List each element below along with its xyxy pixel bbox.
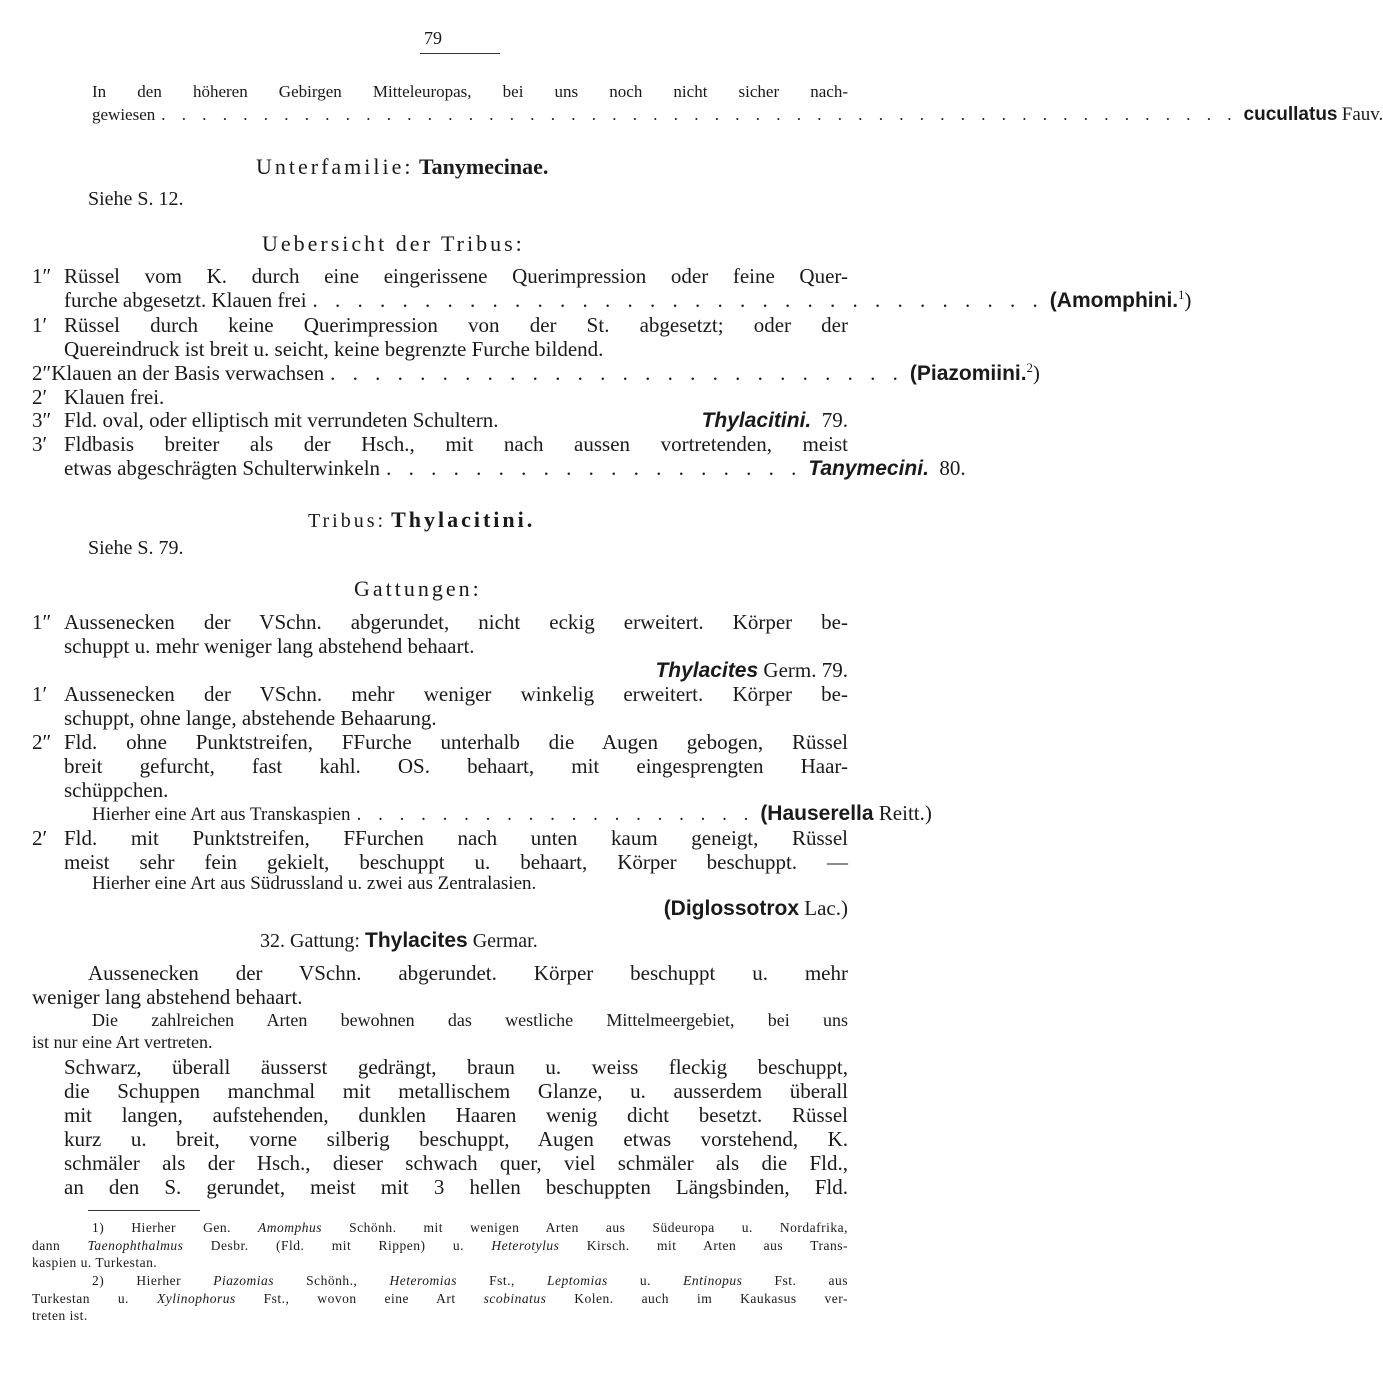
genus-key-1a-cont: schuppt u. mehr weniger lang abstehend behaart. <box>64 634 475 658</box>
subfamily-see: Siehe S. 12. <box>88 188 184 210</box>
genus-key-2b-note: Hierher eine Art aus Südrussland u. zwei aus Zentralasien. <box>92 873 537 894</box>
tribe-key-1a: 1″ Rüssel vom K. durch eine eingerissene Querimpression oder feine Quer- <box>32 264 848 288</box>
tribe-name: Thylacitini. <box>391 507 536 532</box>
genus-name-diglossotrox: (Diglossotrox <box>663 897 800 920</box>
footnote-1-line-2: dann Taenophthalmus Desbr. (Fld. mit Rippen) u. Heterotylus Kirsch. mit Arten aus Trans- <box>32 1238 849 1253</box>
genus-desc-1: Aussenecken der VSchn. abgerundet. Körper beschuppt u. mehr <box>88 961 848 985</box>
tribe-see: Siehe S. 79. <box>88 537 184 559</box>
genus-note-1: Die zahlreichen Arten bewohnen das westliche Mittelmeergebiet, bei uns <box>92 1010 848 1030</box>
tribe-key-2b: 2′ Klauen frei. <box>32 385 165 409</box>
tribe-key-1a-cont: furche abgesetzt. Klauen frei . . . . . . . . . . . . . . . . . . . . . . . . . . . . . . . . . (Amomphini.$^1$) <box>64 288 1192 312</box>
genus-key-2a-cont: breit gefurcht, fast kahl. OS. behaart, mit eingesprengten Haar- <box>64 754 848 778</box>
genus-heading: 32. Gattung: Thylacites Germar. <box>260 929 538 952</box>
tribe-key-3a: 3″ Fld. oval, oder elliptisch mit verrundeten Schultern. Thylacitini. 79. <box>32 408 848 432</box>
genus-key-1b-cont: schuppt, ohne lange, abstehende Behaarung. <box>64 706 437 730</box>
subfamily-heading <box>256 154 548 180</box>
tribe-heading: Tribus: Thylacitini. <box>308 507 536 532</box>
genus-name-thylacites: Thylacites <box>655 659 759 682</box>
tribe-key-2a: 2″ Klauen an der Basis verwachsen . . . . . . . . . . . . . . . . . . . . . . . . . . (Piazomiini.$^2$) <box>32 361 1040 385</box>
intro-line-2 <box>92 104 1383 126</box>
tribe-name-amomphini: (Amomphini. <box>1049 289 1179 312</box>
subfamily-name: Tanymecinae. <box>419 154 549 179</box>
footnote-rule <box>88 1210 200 1211</box>
genus-key-1a-target: Thylacites Germ. 79. <box>655 658 848 682</box>
genus-desc-2: weniger lang abstehend behaart. <box>32 985 303 1009</box>
genus-note-2: ist nur eine Art vertreten. <box>32 1032 213 1052</box>
genus-key-2a-cont2: schüppchen. <box>64 778 169 802</box>
page-number: 79 <box>424 28 442 48</box>
genus-key-2a: 2″ Fld. ohne Punktstreifen, FFurche unterhalb die Augen gebogen, Rüssel <box>32 730 848 754</box>
footnote-1-line-3: kaspien u. Turkestan. <box>32 1255 158 1270</box>
genus-key-2b-cont: meist sehr fein gekielt, beschuppt u. behaart, Körper beschuppt. — <box>64 850 848 874</box>
genus-body-1: Schwarz, überall äusserst gedrängt, braun u. weiss fleckig beschuppt, <box>64 1055 848 1079</box>
species-name: cucullatus <box>1243 104 1338 125</box>
leader-dots: . . . . . . . . . . . . . . . . . . . . . . . . . . . . . . . . . . . . . . . . . . . . . . . . . . . . . <box>161 105 1238 124</box>
tribe-name-tanymecini: Tanymecini. <box>808 457 929 480</box>
tribe-key-3b: 3′ Fldbasis breiter als der Hsch., mit nach aussen vortretenden, meist <box>32 432 848 456</box>
genus-body-2: die Schuppen manchmal mit metallischem Glanze, u. ausserdem überall <box>64 1079 848 1103</box>
genus-name-hauserella: (Hauserella <box>760 802 874 825</box>
genus-title-name: Thylacites <box>365 929 468 952</box>
genus-key-1b: 1′ Aussenecken der VSchn. mehr weniger winkelig erweitert. Körper be- <box>32 682 848 706</box>
tribe-key-1b-cont: Quereindruck ist breit u. seicht, keine begrenzte Furche bildend. <box>64 337 604 361</box>
genus-key-2a-note: Hierher eine Art aus Transkaspien . . . . . . . . . . . . . . . . . . . (Hauserella Reitt.) <box>92 801 932 825</box>
subfamily-prefix: Unterfamilie: <box>256 154 414 179</box>
tribes-heading: Uebersicht der Tribus: <box>262 231 525 256</box>
genera-heading: Gattungen: <box>354 576 482 601</box>
tribe-name-piazomiini: (Piazomiini. <box>909 362 1027 385</box>
genus-key-1a: 1″ Aussenecken der VSchn. abgerundet, nicht eckig erweitert. Körper be- <box>32 610 848 634</box>
species-author: Fauv. <box>1341 104 1383 125</box>
genus-body-4: kurz u. breit, vorne silberig beschuppt, Augen etwas vorstehend, K. <box>64 1127 848 1151</box>
tribe-key-1b: 1′ Rüssel durch keine Querimpression von der St. abgesetzt; oder der <box>32 313 848 337</box>
page-number-rule <box>420 53 500 54</box>
genus-body-6: an den S. gerundet, meist mit 3 hellen beschuppten Längsbinden, Fld. <box>64 1175 848 1199</box>
genus-key-2b: 2′ Fld. mit Punktstreifen, FFurchen nach unten kaum geneigt, Rüssel <box>32 826 848 850</box>
tribe-key-3b-cont: etwas abgeschrägten Schulterwinkeln . . . . . . . . . . . . . . . . . . . Tanymecini. 80. <box>64 456 966 480</box>
genus-body-3: mit langen, aufstehenden, dunklen Haaren wenig dicht besetzt. Rüssel <box>64 1103 848 1127</box>
genus-body-5: schmäler als der Hsch., dieser schwach quer, viel schmäler als die Fld., <box>64 1151 848 1175</box>
tribe-name-thylacitini: Thylacitini. <box>701 409 812 432</box>
footnote-2-line-2: Turkestan u. Xylinophorus Fst., wovon eine Art scobinatus Kolen. auch im Kaukasus ver- <box>32 1291 849 1306</box>
footnote-2-line-1: 2) Hierher Piazomias Schönh., Heteromias Fst., Leptomias u. Entinopus Fst. aus <box>92 1273 849 1288</box>
footnote-2-line-3: treten ist. <box>32 1308 88 1323</box>
footnote-1-line-1: 1) Hierher Gen. Amomphus Schönh. mit wenigen Arten aus Südeuropa u. Nordafrika, <box>92 1220 849 1235</box>
intro-line-1: In den höheren Gebirgen Mitteleuropas, bei uns noch nicht sicher nach- <box>92 82 848 101</box>
genus-key-2b-target: (Diglossotrox Lac.) <box>663 896 848 920</box>
intro-text: gewiesen <box>92 105 156 124</box>
